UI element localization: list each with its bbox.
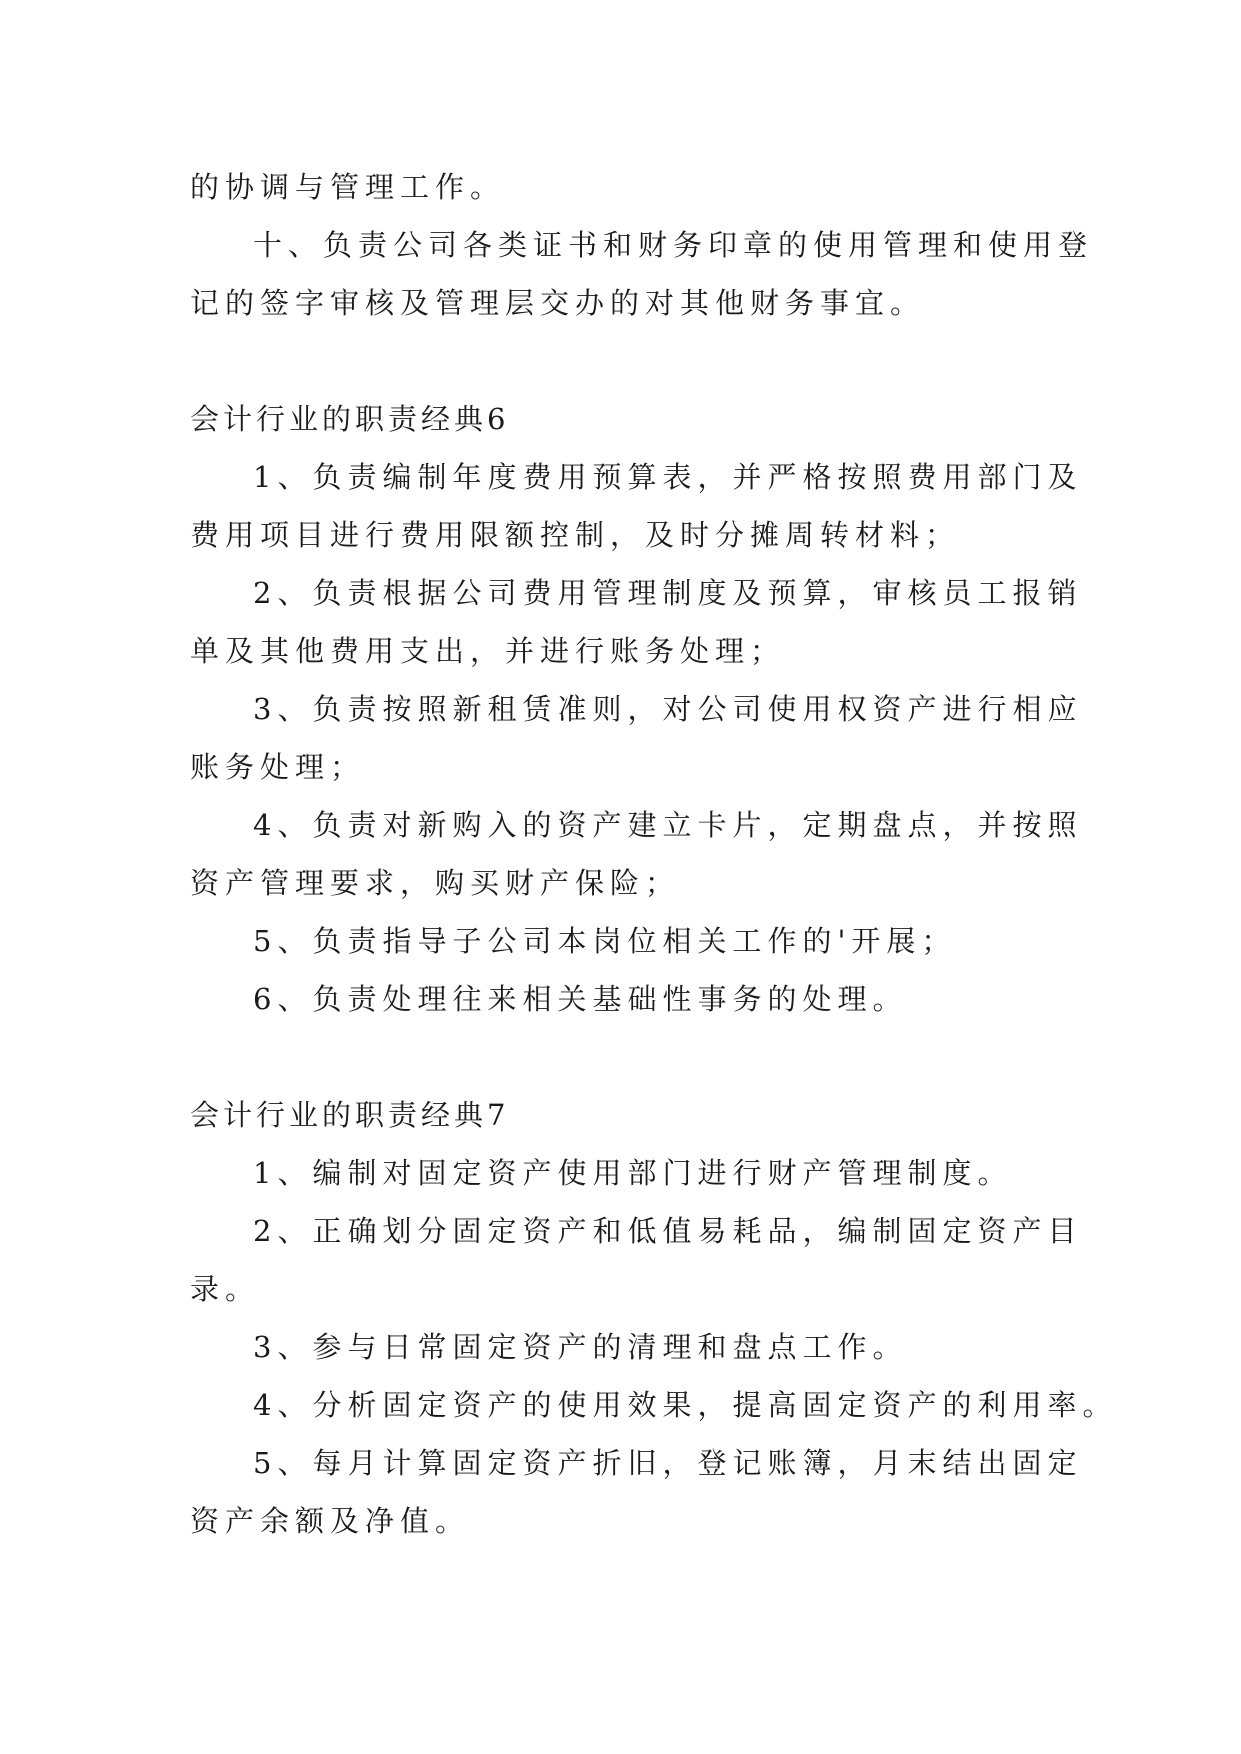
- list-item-line: 2、负责根据公司费用管理制度及预算，审核员工报销: [253, 576, 1083, 610]
- list-item-line: 录。: [190, 1272, 261, 1306]
- list-item-line: 账务处理；: [190, 750, 366, 784]
- list-item-line: 资产管理要求，购买财产保险；: [190, 866, 681, 900]
- list-item-line: 6、负责处理往来相关基础性事务的处理。: [253, 982, 908, 1016]
- paragraph-line: 记的签字审核及管理层交办的对其他财务事宜。: [190, 286, 926, 320]
- section-spacer: [190, 1028, 1060, 1086]
- paragraph-line: 的协调与管理工作。: [190, 170, 506, 204]
- section-spacer: [190, 332, 1060, 390]
- list-item-line: 1、编制对固定资产使用部门进行财产管理制度。: [253, 1156, 1013, 1190]
- document-body: [190, 158, 1118, 1550]
- list-item-line: 4、负责对新购入的资产建立卡片，定期盘点，并按照: [253, 808, 1083, 842]
- section-heading-7: 会计行业的职责经典7: [190, 1098, 510, 1132]
- paragraph-line: 十、负责公司各类证书和财务印章的使用管理和使用登: [253, 228, 1094, 262]
- list-item-line: 1、负责编制年度费用预算表，并严格按照费用部门及: [253, 460, 1083, 494]
- list-item-line: 5、每月计算固定资产折旧，登记账簿，月末结出固定: [253, 1446, 1083, 1480]
- list-item-line: 4、分析固定资产的使用效果，提高固定资产的利用率。: [253, 1388, 1118, 1422]
- list-item-line: 资产余额及净值。: [190, 1504, 471, 1538]
- list-item-line: 单及其他费用支出，并进行账务处理；: [190, 634, 786, 668]
- list-item-line: 3、参与日常固定资产的清理和盘点工作。: [253, 1330, 908, 1364]
- list-item-line: 3、负责按照新租赁准则，对公司使用权资产进行相应: [253, 692, 1083, 726]
- section-heading-6: 会计行业的职责经典6: [190, 402, 510, 436]
- list-item-line: 费用项目进行费用限额控制，及时分摊周转材料；: [190, 518, 961, 552]
- list-item-line: 5、负责指导子公司本岗位相关工作的'开展；: [253, 924, 957, 958]
- list-item-line: 2、正确划分固定资产和低值易耗品，编制固定资产目: [253, 1214, 1083, 1248]
